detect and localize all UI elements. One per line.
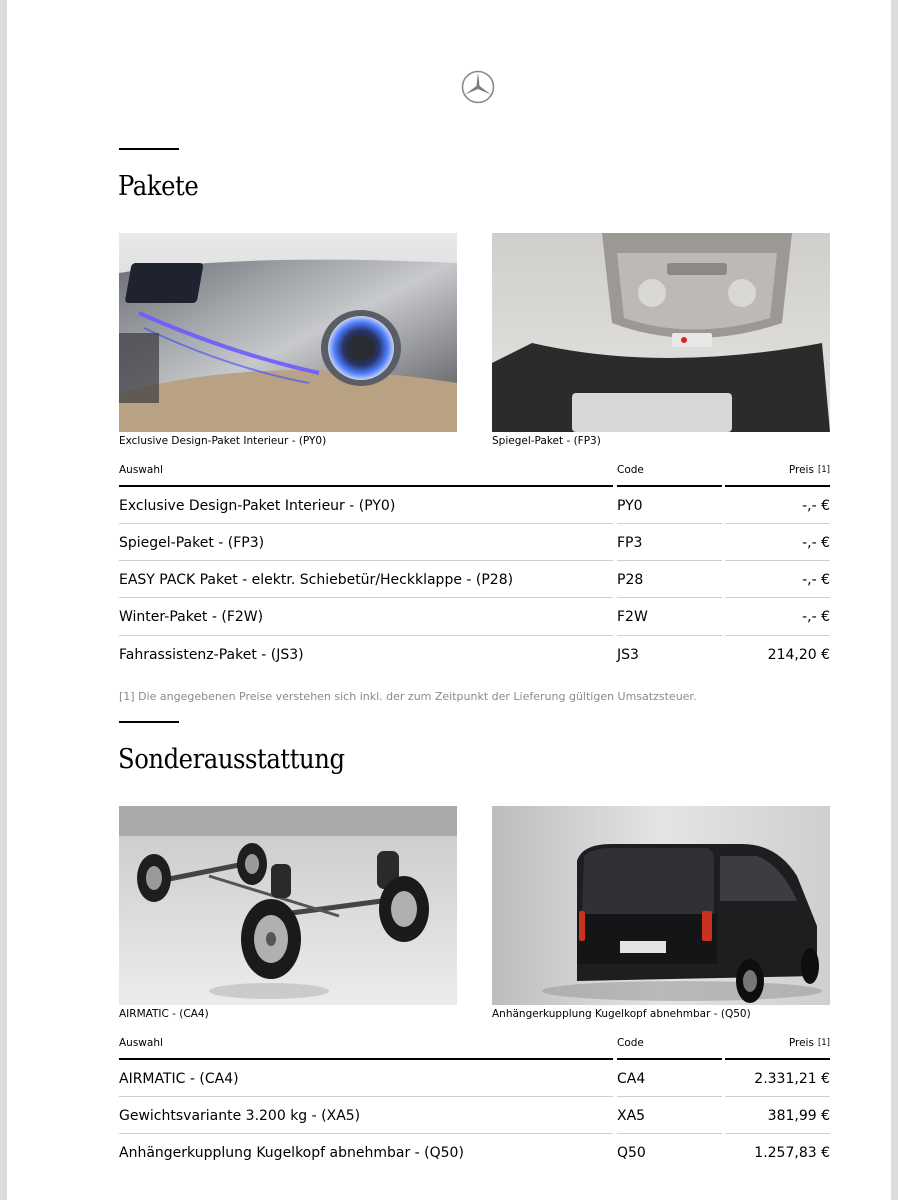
- row-separator: [725, 597, 830, 598]
- row-separator: [617, 1133, 722, 1134]
- column-header-selection: Auswahl: [119, 1037, 163, 1049]
- row-code: CA4: [617, 1071, 646, 1087]
- table-header-line: [119, 1058, 613, 1060]
- row-label: Fahrassistenz-Paket - (JS3): [119, 647, 304, 663]
- row-label: Gewichtsvariante 3.200 kg - (XA5): [119, 1108, 361, 1124]
- row-separator: [617, 597, 722, 598]
- mercedes-star-logo: [461, 70, 495, 104]
- price-footnote: [1] Die angegebenen Preise verstehen sich inkl. der zum Zeitpunkt der Lieferung gültigen Umsatzsteuer.: [119, 690, 697, 703]
- section-title-optional-equipment: Sonderausstattung: [118, 744, 345, 775]
- row-separator: [617, 1096, 722, 1097]
- column-header-selection: Auswahl: [119, 464, 163, 476]
- row-price: -,- €: [802, 609, 830, 625]
- column-header-price: Preis [1]: [788, 1037, 830, 1049]
- row-label: Anhängerkupplung Kugelkopf abnehmbar - (Q50): [119, 1145, 464, 1161]
- photo-trailer-hitch: [492, 806, 830, 1005]
- row-separator: [725, 1096, 830, 1097]
- row-separator: [617, 635, 722, 636]
- row-separator: [119, 635, 613, 636]
- row-separator: [725, 1133, 830, 1134]
- table-header-line: [617, 485, 722, 487]
- table-header-line: [725, 485, 830, 487]
- photo-caption: Exclusive Design-Paket Interieur - (PY0): [119, 435, 327, 447]
- row-separator: [725, 523, 830, 524]
- row-code: F2W: [617, 609, 648, 625]
- row-separator: [617, 523, 722, 524]
- row-code: FP3: [617, 535, 643, 551]
- row-separator: [725, 635, 830, 636]
- section-title-packages: Pakete: [118, 171, 199, 202]
- photo-airmatic: [119, 806, 457, 1005]
- photo-caption: Anhängerkupplung Kugelkopf abnehmbar - (Q50): [492, 1008, 751, 1020]
- table-header-line: [617, 1058, 722, 1060]
- row-separator: [119, 1133, 613, 1134]
- photo-exclusive-design-interior: [119, 233, 457, 432]
- row-code: XA5: [617, 1108, 646, 1124]
- row-price: 214,20 €: [767, 647, 830, 663]
- row-code: Q50: [617, 1145, 646, 1161]
- row-separator: [617, 560, 722, 561]
- row-price: 1.257,83 €: [754, 1145, 830, 1161]
- row-separator: [119, 1096, 613, 1097]
- row-code: P28: [617, 572, 644, 588]
- row-price: -,- €: [802, 498, 830, 514]
- row-label: Winter-Paket - (F2W): [119, 609, 264, 625]
- document-page: [7, 0, 891, 1200]
- photo-caption: AIRMATIC - (CA4): [119, 1008, 209, 1020]
- section-divider: [119, 148, 179, 150]
- column-header-code: Code: [617, 1037, 644, 1049]
- row-separator: [119, 597, 613, 598]
- row-price: 381,99 €: [767, 1108, 830, 1124]
- row-label: AIRMATIC - (CA4): [119, 1071, 239, 1087]
- photo-caption: Spiegel-Paket - (FP3): [492, 435, 601, 447]
- row-label: EASY PACK Paket - elektr. Schiebetür/Heckklappe - (P28): [119, 572, 514, 588]
- column-header-price: Preis [1]: [788, 464, 830, 476]
- row-separator: [119, 523, 613, 524]
- row-code: PY0: [617, 498, 643, 514]
- row-separator: [725, 560, 830, 561]
- row-price: -,- €: [802, 535, 830, 551]
- row-separator: [119, 560, 613, 561]
- row-label: Spiegel-Paket - (FP3): [119, 535, 265, 551]
- photo-mirror-package: [492, 233, 830, 432]
- row-price: -,- €: [802, 572, 830, 588]
- table-header-line: [119, 485, 613, 487]
- row-label: Exclusive Design-Paket Interieur - (PY0): [119, 498, 396, 514]
- row-price: 2.331,21 €: [754, 1071, 830, 1087]
- section-divider: [119, 721, 179, 723]
- table-header-line: [725, 1058, 830, 1060]
- row-code: JS3: [617, 647, 639, 663]
- column-header-code: Code: [617, 464, 644, 476]
